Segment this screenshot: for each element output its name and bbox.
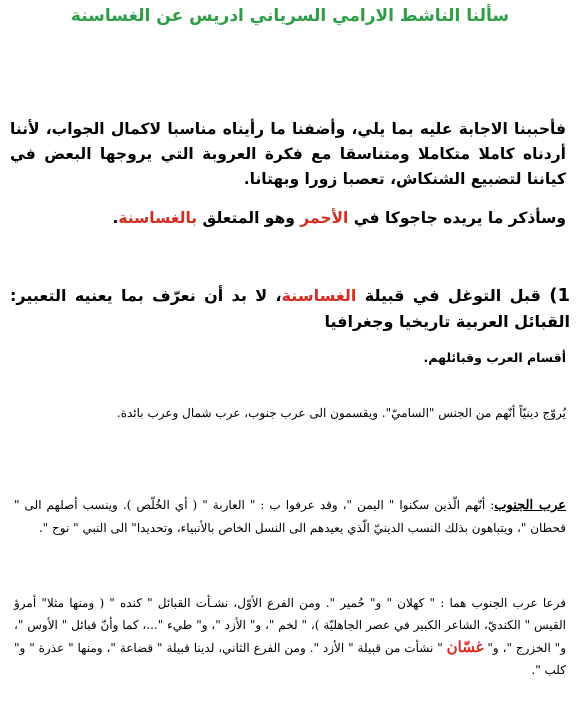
note-text: . bbox=[112, 209, 119, 227]
question-number: 1) bbox=[549, 285, 571, 306]
section-heading: أقسام العرب وقبائلهم. bbox=[423, 350, 566, 365]
red-word: الغساسنة bbox=[281, 286, 357, 305]
red-word: بالغساسنة bbox=[118, 209, 198, 227]
term-label: عرب الجنوب bbox=[494, 498, 566, 513]
red-word: الأحمر bbox=[300, 209, 349, 227]
body-paragraph: يُروّج دينيّاً أنّهم من الجنس "الساميّ". ويقسمون الى عرب جنوب، عرب شمال وعرب بائدة. bbox=[116, 406, 566, 420]
intro-paragraph: فأحببنا الاجابة عليه بما يلي، وأضفنا ما رأيناه مناسبا لاكمال الجواب، لأننا أردناه كاملا متكاملا ومتناسقا مع فكرة العروبة التي يروجها البعض في كياننا لتضبيع الشنكاش، تعصبا زورا وبهتانا. bbox=[10, 120, 566, 188]
red-word: غسّان bbox=[446, 638, 484, 656]
branches-paragraph bbox=[14, 592, 566, 681]
question-text: قبل التوغل في قبيلة bbox=[356, 286, 550, 305]
body-text: : أنّهم الّذين سكنوا " اليمن "، وقد عرفوا ب : " العاربة " ( أي الخُلّص ). وينسب أصلهم الى " قحطان "، ويتباهون بذلك النسب الدينيّ الّذي يعيدهم الى النسل الخاص بالأنبياء، وتحديدا" الى النبي " نوح ". bbox=[14, 498, 566, 535]
note-text: وسأذكر ما يريده جاجوكا في bbox=[348, 209, 566, 227]
question-paragraph bbox=[10, 283, 570, 335]
page-title: سألنا الناشط الارامي السرياني ادريس عن الغساسنة bbox=[70, 6, 510, 26]
south-arabs-paragraph bbox=[14, 494, 566, 539]
body-text: " نشأت من قبيلة " الأزد ". ومن الفرع الثاني، لدينا قبيلة " قضاعة "، ومنها " عذرة " و" كلب ". bbox=[14, 641, 566, 677]
question-text: ، لا بد أن نعرّف بما يعنيه التعبير: القبائل العربية تاريخيا وجغرافيا bbox=[10, 286, 570, 331]
note-text: وهو المتعلق bbox=[197, 209, 301, 227]
body-text: فرعا عرب الجنوب هما : " كهلان " و" حُمير ". ومن الفرع الأوّل، نشـأت القبائل " كنده " ( ومنها مثلا" أمرؤ القيس " الكنديّ، الشاعر الكبير في عصر الجاهليّة )، " لخم "، و" الأزد "، و" طيء "...، كما وأنّ قبائل " الأوس "، و" الخزرج "، و" bbox=[14, 596, 566, 655]
note-paragraph bbox=[10, 206, 566, 231]
